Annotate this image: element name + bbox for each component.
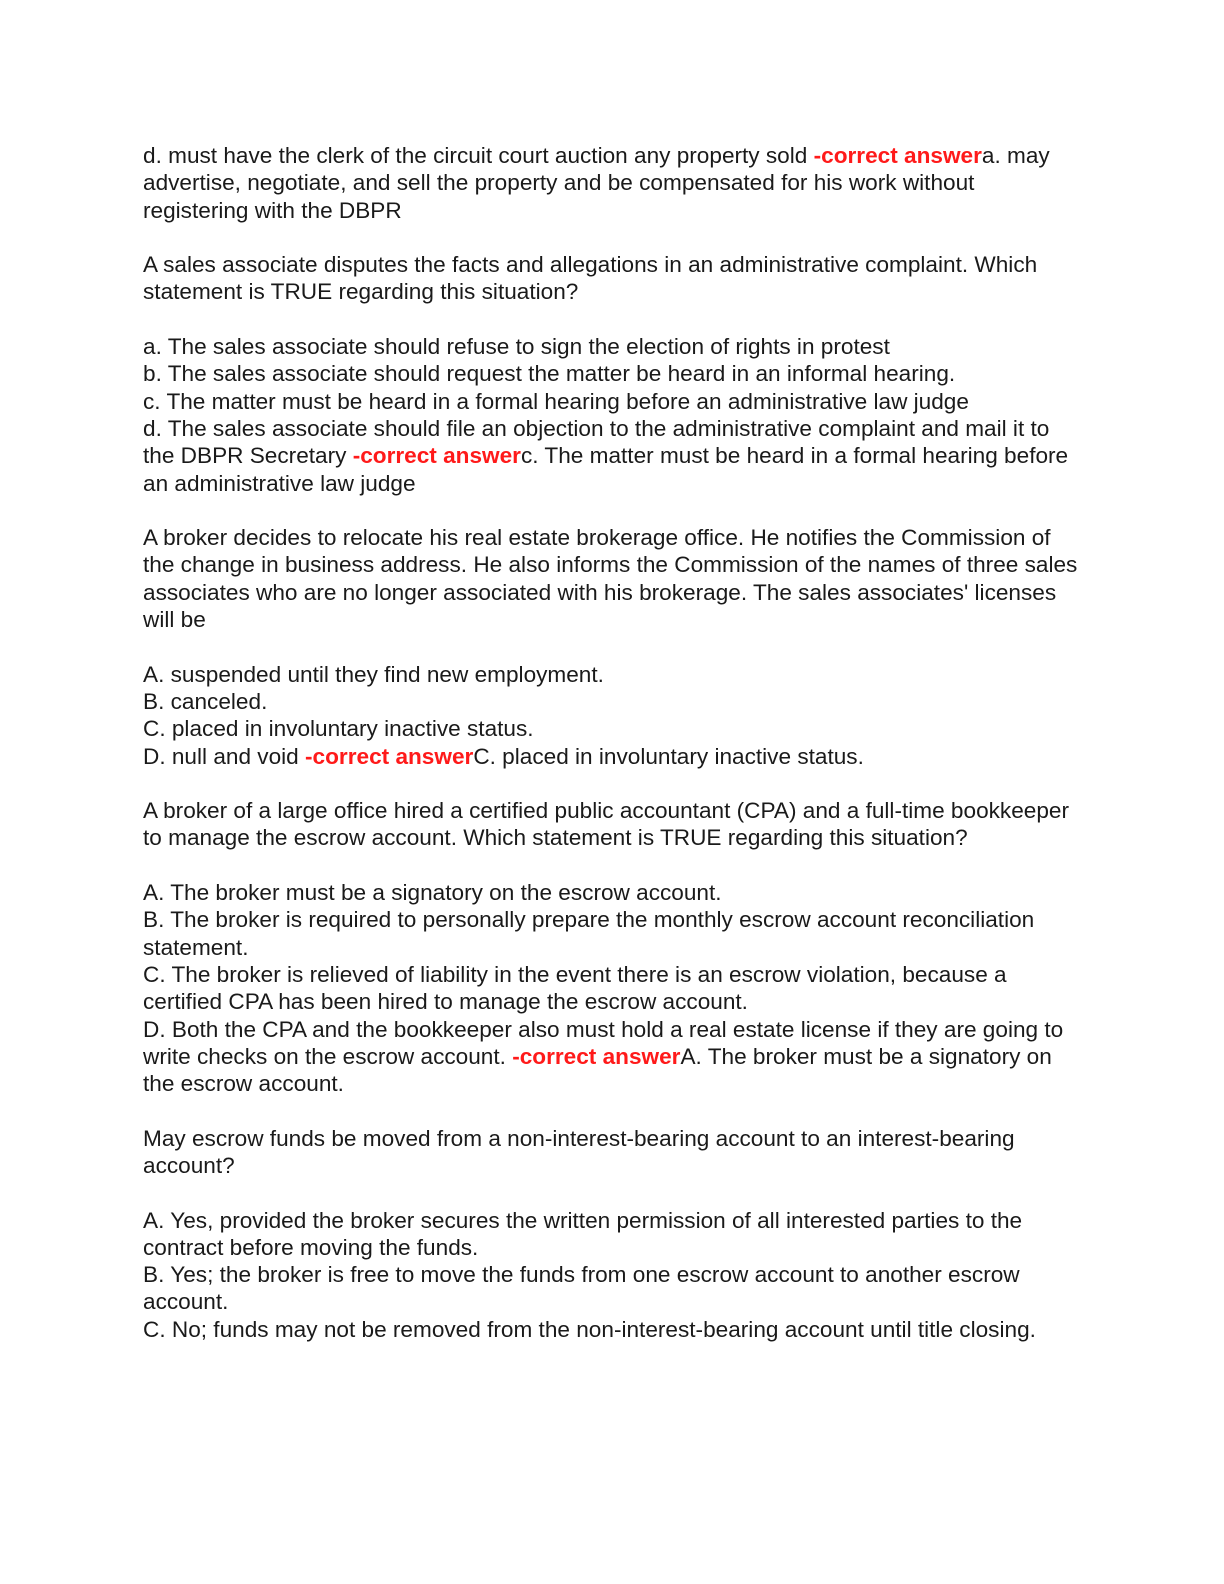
question-block-1 xyxy=(143,142,1083,224)
option-d-with-answer xyxy=(143,415,1083,497)
option-c: C. placed in involuntary inactive status. xyxy=(143,716,534,742)
answer-text: c. The matter must be heard in a formal hearing before an administrative law judge xyxy=(143,443,1075,496)
options-block-5 xyxy=(143,1207,1083,1343)
options-block-3 xyxy=(143,661,1083,770)
answer-text: A. The broker must be a signatory on the escrow account. xyxy=(143,1043,1059,1097)
question-block-4 xyxy=(143,797,1083,852)
option-b: B. canceled. xyxy=(143,688,268,714)
option-c: C. No; funds may not be removed from the non-interest-bearing account until title closing. xyxy=(143,1316,1036,1342)
options-block-4 xyxy=(143,879,1083,1097)
option-a: A. The broker must be a signatory on the escrow account. xyxy=(143,880,722,906)
option-with-answer xyxy=(143,142,1083,224)
option-a: A. Yes, provided the broker secures the written permission of all interested parties to the contract before moving the funds. xyxy=(143,1207,1029,1260)
question-block-3 xyxy=(143,524,1083,633)
question-stem: May escrow funds be moved from a non-interest-bearing account to an interest-bearing account? xyxy=(143,1125,1021,1178)
option-a: a. The sales associate should refuse to sign the election of rights in protest xyxy=(143,334,890,360)
option-a: A. suspended until they find new employment. xyxy=(143,661,604,687)
option-text: D. Both the CPA and the bookkeeper also must hold a real estate license if they are going to write checks on the escrow account. xyxy=(143,1016,1070,1069)
option-c: C. The broker is relieved of liability in the event there is an escrow violation, because a certified CPA has been hired to manage the escrow account. xyxy=(143,961,1013,1015)
correct-answer-marker: -correct answer xyxy=(813,143,982,168)
option-text: d. The sales associate should file an objection to the administrative complaint and mail it to the DBPR Secretary xyxy=(143,415,1056,469)
answer-text: a. may advertise, negotiate, and sell the property and be compensated for his work without registering with the DBPR xyxy=(143,143,1056,223)
option-b: b. The sales associate should request the matter be heard in an informal hearing. xyxy=(143,361,956,387)
correct-answer-marker: -correct answer xyxy=(512,1043,681,1069)
option-b: B. Yes; the broker is free to move the funds from one escrow account to another escrow account. xyxy=(143,1262,1026,1315)
options-block-2 xyxy=(143,333,1083,497)
question-stem: A broker of a large office hired a certified public accountant (CPA) and a full-time bookkeeper to manage the escrow account. Which statement is TRUE regarding this situation? xyxy=(143,798,1076,851)
correct-answer-marker: -correct answer xyxy=(305,743,474,769)
option-d-with-answer xyxy=(143,1016,1083,1098)
option-c: c. The matter must be heard in a formal hearing before an administrative law judge xyxy=(143,388,969,414)
correct-answer-marker: -correct answer xyxy=(352,443,521,469)
option-text: D. null and void xyxy=(143,743,306,769)
option-d-with-answer xyxy=(143,743,1083,770)
question-stem: A sales associate disputes the facts and allegations in an administrative complaint. Which statement is TRUE regarding this situation? xyxy=(143,252,1044,305)
question-stem: A broker decides to relocate his real estate brokerage office. He notifies the Commission of the change in business address. He also informs the Commission of the names of three sales associates who are no longer associated with his brokerage. The sales associates' licenses will be xyxy=(143,525,1084,633)
question-block-5 xyxy=(143,1125,1083,1180)
document-page xyxy=(143,142,1083,1370)
answer-text: C. placed in involuntary inactive status. xyxy=(473,743,864,769)
option-b: B. The broker is required to personally prepare the monthly escrow account reconciliation statement. xyxy=(143,907,1041,960)
option-text: d. must have the clerk of the circuit court auction any property sold xyxy=(143,143,814,168)
question-block-2 xyxy=(143,251,1083,306)
